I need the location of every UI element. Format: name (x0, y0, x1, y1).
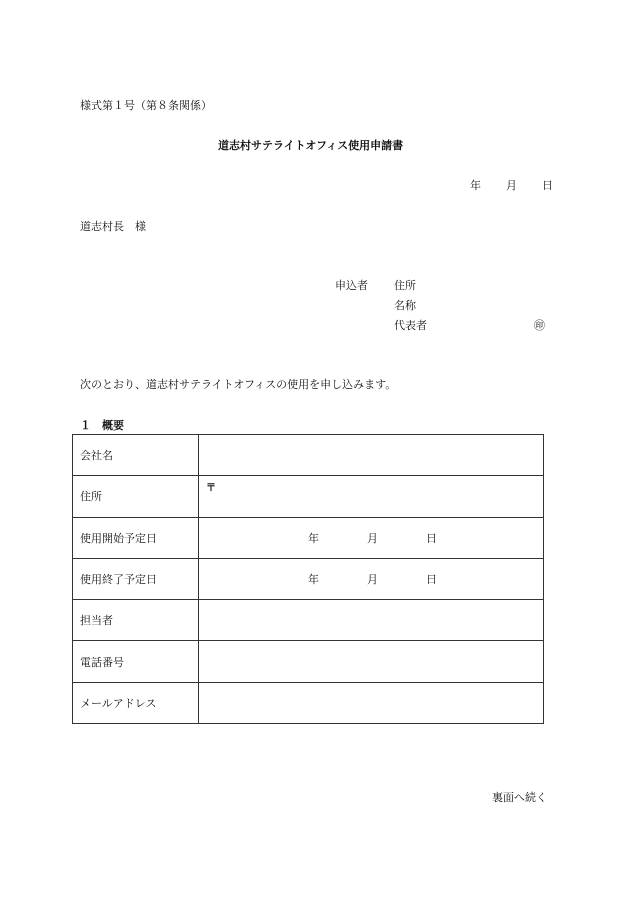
continued-on-back-note: 裏面へ続く (492, 791, 547, 804)
date-line (470, 177, 553, 193)
applicant-representative-label: 代表者 (394, 319, 427, 332)
end-month-label: 月 (367, 572, 378, 586)
row-label-start-date: 使用開始予定日 (73, 517, 199, 558)
row-label-phone: 電話番号 (73, 641, 199, 682)
end-day-label: 日 (426, 572, 437, 586)
start-year-label: 年 (308, 531, 319, 545)
section-heading: １ 概要 (80, 419, 124, 432)
table-row (73, 600, 544, 641)
table-row (73, 435, 544, 476)
table-row (73, 558, 544, 599)
end-year-label: 年 (308, 572, 319, 586)
row-label-email: メールアドレス (73, 682, 199, 723)
intro-text: 次のとおり、道志村サテライトオフィスの使用を申し込みます。 (80, 378, 397, 391)
row-label-company: 会社名 (73, 435, 199, 476)
row-label-contact-person: 担当者 (73, 600, 199, 641)
row-label-address: 住所 (73, 476, 199, 517)
seal-mark: ㊞ (534, 319, 545, 332)
date-month: 月 (506, 179, 517, 192)
table-row (73, 517, 544, 558)
addressee: 道志村長 様 (80, 220, 146, 233)
table-row (73, 641, 544, 682)
row-label-end-date: 使用終了予定日 (73, 558, 199, 599)
start-date-field[interactable] (199, 517, 544, 558)
document-title: 道志村サテライトオフィス使用申請書 (218, 139, 404, 152)
date-year: 年 (470, 179, 481, 192)
end-date-field[interactable] (199, 558, 544, 599)
table-row (73, 476, 544, 517)
address-field[interactable] (199, 476, 544, 517)
postal-mark-icon: 〒 (206, 483, 216, 495)
email-field[interactable] (199, 682, 544, 723)
contact-person-field[interactable] (199, 600, 544, 641)
applicant-address-label: 住所 (394, 279, 416, 292)
applicant-heading: 申込者 (335, 279, 368, 292)
phone-field[interactable] (199, 641, 544, 682)
date-day: 日 (542, 179, 553, 192)
form-number: 様式第１号（第８条関係） (80, 99, 212, 112)
start-day-label: 日 (426, 531, 437, 545)
overview-table (72, 434, 544, 724)
applicant-name-label: 名称 (394, 299, 416, 312)
table-row (73, 682, 544, 723)
start-month-label: 月 (367, 531, 378, 545)
company-name-field[interactable] (199, 435, 544, 476)
